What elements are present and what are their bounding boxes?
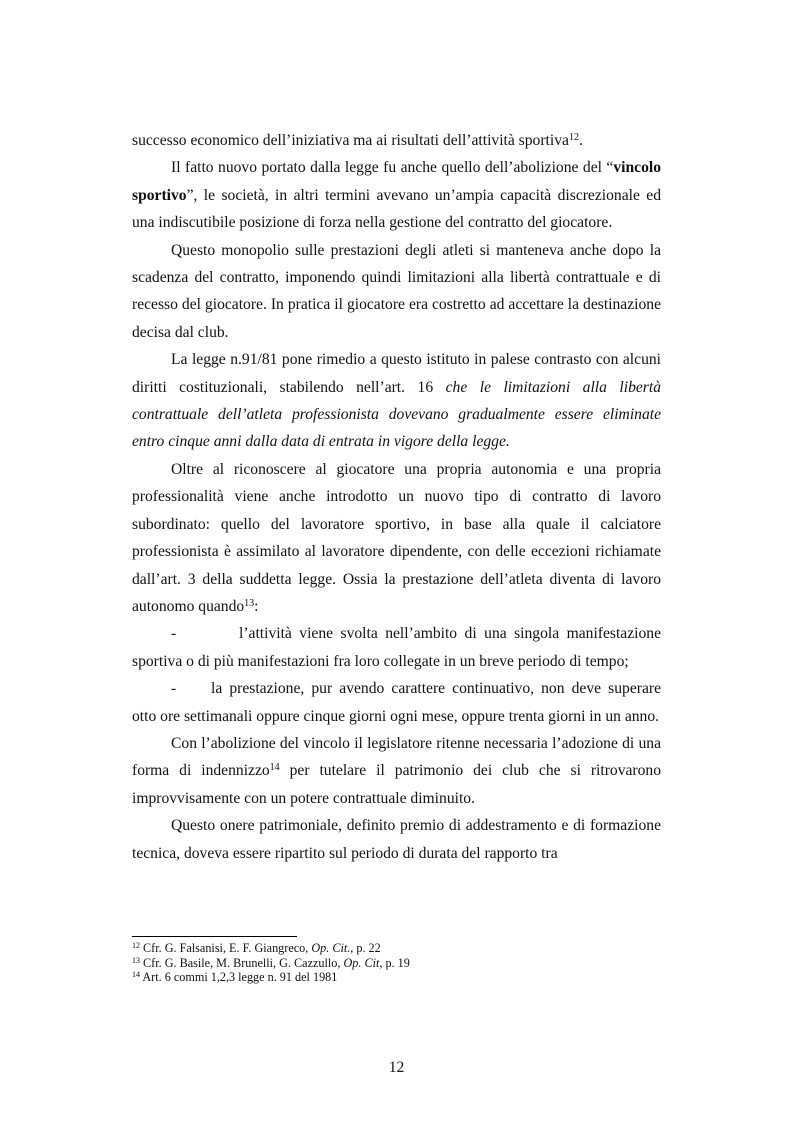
paragraph-7: Questo onere patrimoniale, definito premio di addestramento e di formazione tecnica, doveva essere ripartito sul periodo di durata del rapporto tra xyxy=(132,817,661,862)
bullet-dash: - xyxy=(171,625,177,643)
bold-term: vincolo sportivo xyxy=(132,159,661,204)
footnote-12: $^{12}$ Cfr. G. Falsanisi, E. F. Giangreco, Op. Cit., p. 22 xyxy=(132,941,381,955)
paragraph-1: successo economico dell’iniziativa ma ai risultati dell’attività sportiva$^{12}$. xyxy=(132,132,583,149)
paragraph-5: Oltre al riconoscere al giocatore una propria autonomia e una propria professionalità viene anche introdotto un nuovo tipo di contratto di lavoro subordinato: quello del lavoratore sportivo, in base alla quale il calciatore professionista è assimilato al lavoratore dipendente, con delle eccezioni richiamate dall’art. 3 della suddetta legge. Ossia la prestazione dell’atleta diventa di lavoro autonomo quando$^{13}$: xyxy=(132,460,661,615)
footnote-separator xyxy=(132,936,297,937)
footnote-13: $^{13}$ Cfr. G. Basile, M. Brunelli, G. Cazzullo, Op. Cit, p. 19 xyxy=(132,955,410,970)
paragraph-2: Il fatto nuovo portato dalla legge fu anche quello dell’abolizione del “vincolo sportivo”, le società, in altri termini avevano un’ampia capacità discrezionale ed una indiscutibile posizione di forza nella gestione del contratto del giocatore. xyxy=(132,159,661,232)
bullet-dash: - xyxy=(171,680,177,698)
footnote-ref-14[interactable]: 14 xyxy=(269,762,280,774)
body-text xyxy=(132,127,661,867)
footnote-ref-13[interactable]: 13 xyxy=(244,597,255,609)
italic-quote: che le limitazioni alla libertà contrattuale dell’atleta professionista dovevano gradualmente essere eliminate entro cinque anni dalla data di entrata in vigore della legge. xyxy=(132,378,661,451)
list-item: - l’attività viene svolta nell’ambito di una singola manifestazione sportiva o di più manifestazioni fra loro collegate in un breve periodo di tempo; xyxy=(132,620,661,675)
footnote-ref-12[interactable]: 12 xyxy=(568,132,579,143)
list-item: - la prestazione, pur avendo carattere continuativo, non deve superare otto ore settimanali oppure cinque giorni ogni mese, oppure trenta giorni in un anno. xyxy=(132,675,661,730)
paragraph-6: Con l’abolizione del vincolo il legislatore ritenne necessaria l’adozione di una forma di indennizzo$^{14}$ per tutelare il patrimonio dei club che si ritrovarono improvvisamente con un potere contrattuale diminuito. xyxy=(132,734,661,807)
page-number: 12 xyxy=(388,1059,405,1076)
footnotes xyxy=(132,941,661,985)
paragraph-4: La legge n.91/81 pone rimedio a questo istituto in palese contrasto con alcuni diritti costituzionali, stabilendo nell’art. 16 che le limitazioni alla libertà contrattuale dell’atleta professionista dovevano gradualmente essere eliminate entro cinque anni dalla data di entrata in vigore della legge. xyxy=(132,351,661,451)
footnote-14: $^{14}$ Art. 6 commi 1,2,3 legge n. 91 del 1981 xyxy=(132,970,338,985)
paragraph-3: Questo monopolio sulle prestazioni degli atleti si manteneva anche dopo la scadenza del contratto, imponendo quindi limitazioni alla libertà contrattuale e di recesso del giocatore. In pratica il giocatore era costretto ad accettare la destinazione decisa dal club. xyxy=(132,241,661,341)
